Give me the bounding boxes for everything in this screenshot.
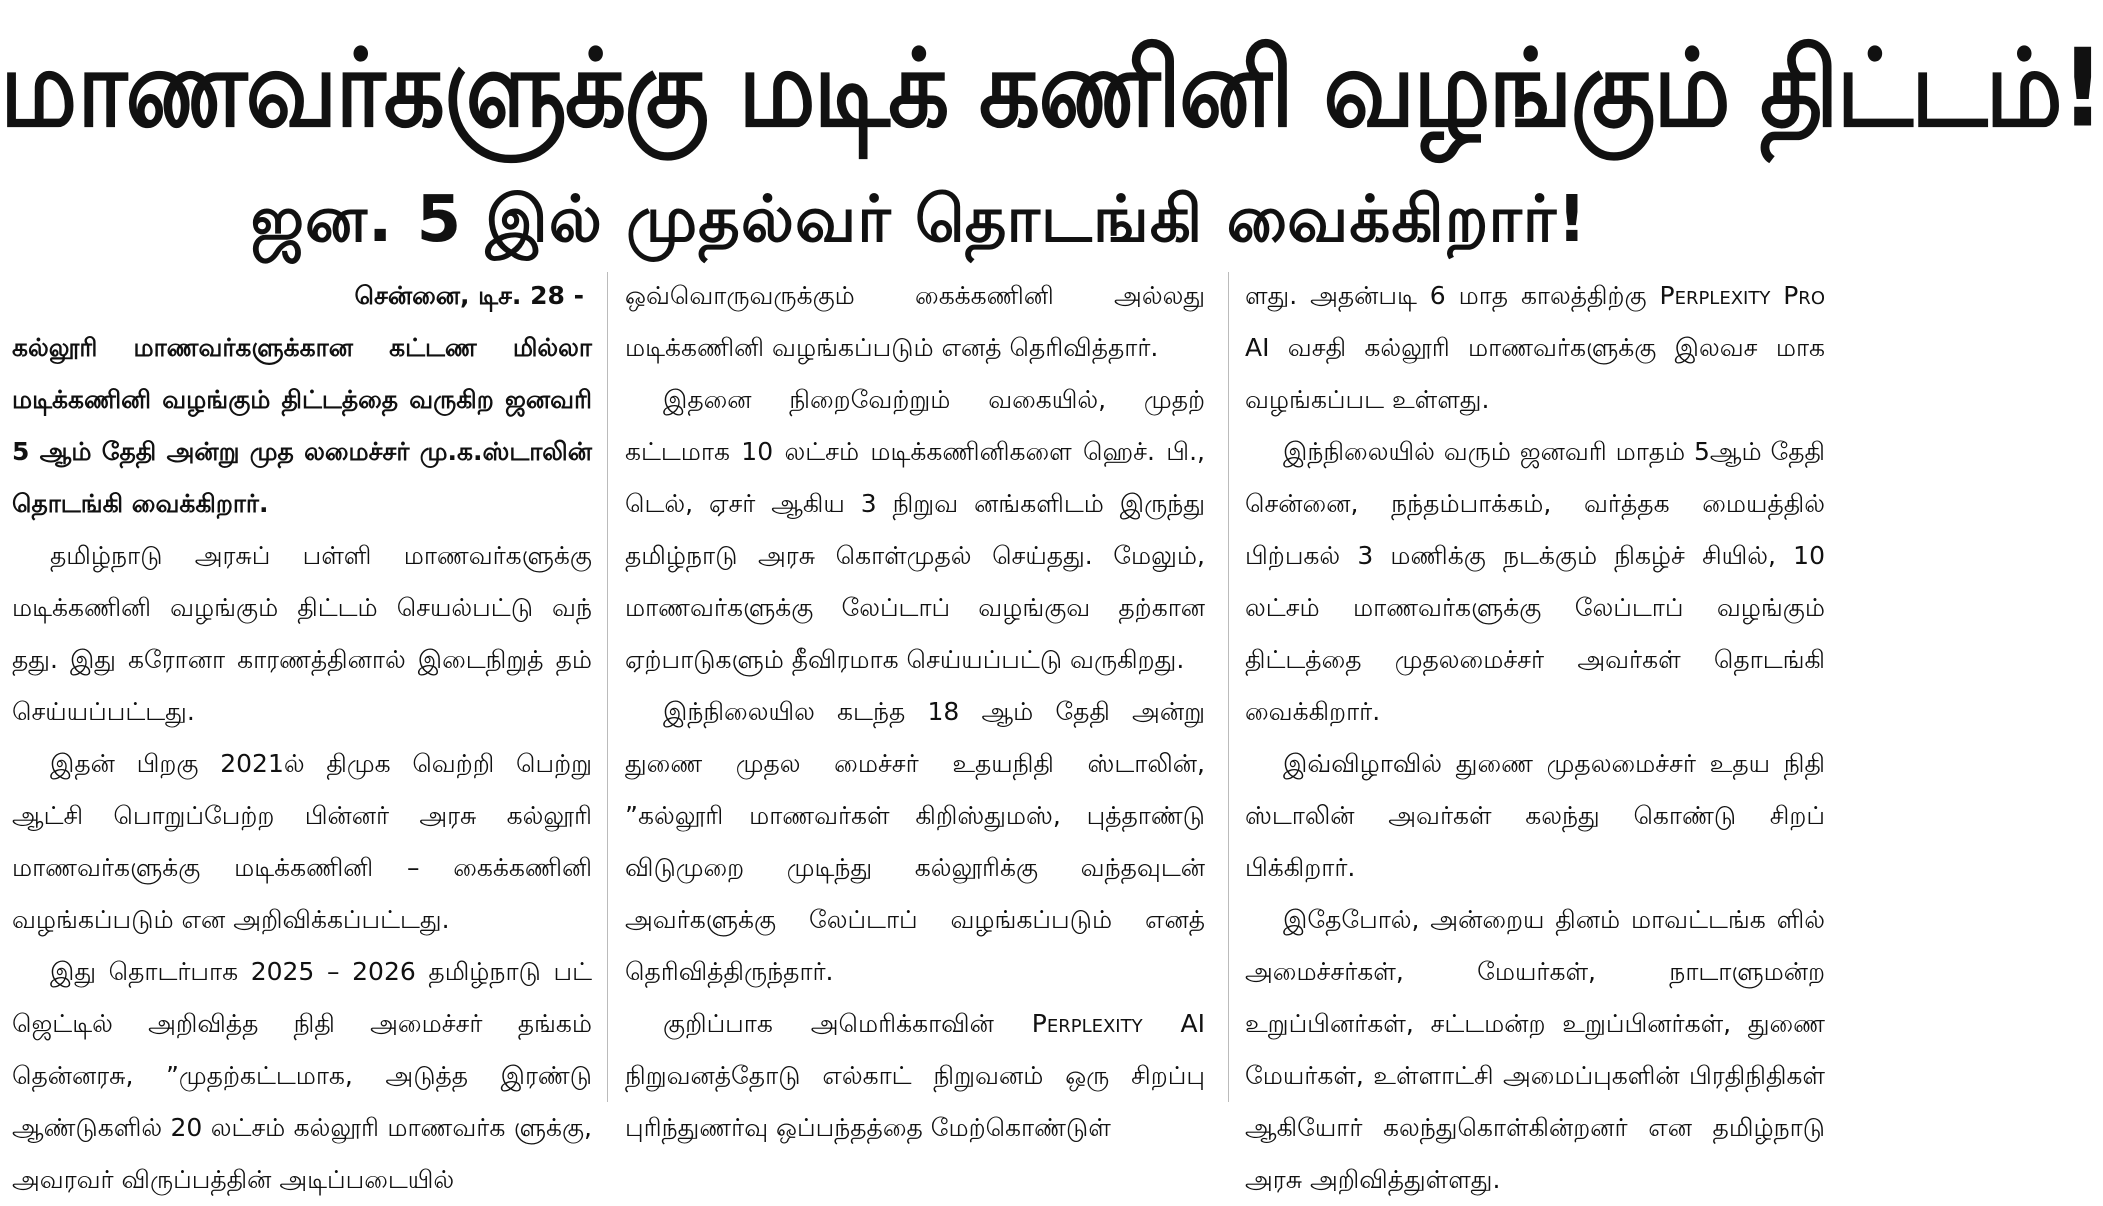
- subheadline: ஜன. 5 இல் முதல்வர் தொடங்கி வைக்கிறார்!: [250, 183, 1588, 257]
- body-paragraph: இவ்விழாவில் துணை முதலமைச்சர் உதய நிதி ஸ்டாலின் அவர்கள் கலந்து கொண்டு சிறப் பிக்கிறார்.: [1245, 749, 1825, 882]
- text-run: வசதி கல்லூரி மாணவர்களுக்கு இலவச மாக வழங்கப்பட உள்ளது.: [1245, 333, 1825, 414]
- body-paragraph: இதன் பிறகு 2021ல் திமுக வெற்றி பெற்று ஆட்சி பொறுப்பேற்ற பின்னர் அரசு கல்லூரி மாணவர்களுக்கு மடிக்கணினி – கைக்கணினி வழங்கப்படும் என அறிவிக்கப்பட்டது.: [12, 749, 592, 934]
- text-run: குறிப்பாக அமெரிக்காவின்: [663, 1009, 1032, 1038]
- brand-name: Perplexity AI: [1031, 1009, 1205, 1038]
- text-run: நிறுவனத்தோடு எல்காட் நிறுவனம் ஒரு சிறப்பு புரிந்துணர்வு ஒப்பந்தத்தை மேற்கொண்டுள்: [625, 1061, 1205, 1142]
- headline: மாணவர்களுக்கு மடிக் கணினி வழங்கும் திட்டம்!: [0, 25, 2103, 152]
- column-divider: [607, 272, 608, 1102]
- brand-name: Perplexity Pro AI: [1245, 281, 1825, 362]
- dateline: சென்னை, டிச. 28 -: [354, 281, 584, 310]
- body-paragraph: இதேபோல், அன்றைய தினம் மாவட்டங்க ளில் அமைச்சர்கள், மேயர்கள், நாடாளுமன்ற உறுப்பினர்கள், சட்டமன்ற உறுப்பினர்கள், துணை மேயர்கள், உள்ளாட்சி அமைப்புகளின் பிரதிநிதிகள் ஆகியோர் கலந்துகொள்கின்றனர் என தமிழ்நாடு அரசு அறிவித்துள்ளது.: [1245, 905, 1825, 1194]
- body-paragraph: இது தொடர்பாக 2025 – 2026 தமிழ்நாடு பட் ஜெட்டில் அறிவித்த நிதி அமைச்சர் தங்கம் தென்னரசு, ”முதற்கட்டமாக, அடுத்த இரண்டு ஆண்டுகளில் 20 லட்சம் கல்லூரி மாணவர்க ளுக்கு, அவரவர் விருப்பத்தின் அடிப்படையில்: [12, 957, 592, 1194]
- body-paragraph-continued: [1245, 270, 1825, 426]
- article-column-1: [12, 270, 592, 1194]
- text-run: ளது. அதன்படி 6 மாத காலத்திற்கு: [1245, 281, 1660, 310]
- article-column-3: [1245, 270, 1825, 1194]
- body-paragraph: இந்நிலையில கடந்த 18 ஆம் தேதி அன்று துணை முதல மைச்சர் உதயநிதி ஸ்டாலின், ”கல்லூரி மாணவர்கள் கிறிஸ்துமஸ், புத்தாண்டு விடுமுறை முடிந்து கல்லூரிக்கு வந்தவுடன் அவர்களுக்கு லேப்டாப் வழங்கப்படும் எனத் தெரிவித்திருந்தார்.: [625, 697, 1205, 986]
- lead-paragraph: கல்லூரி மாணவர்களுக்கான கட்டண மில்லா மடிக்கணினி வழங்கும் திட்டத்தை வருகிற ஜனவரி 5 ஆம் தேதி அன்று முத லமைச்சர் மு.க.ஸ்டாலின் தொடங்கி வைக்கிறார்.: [12, 333, 592, 518]
- column-divider: [1228, 272, 1229, 1102]
- body-paragraph: தமிழ்நாடு அரசுப் பள்ளி மாணவர்களுக்கு மடிக்கணினி வழங்கும் திட்டம் செயல்பட்டு வந் தது. இது கரோனா காரணத்தினால் இடைநிறுத் தம் செய்யப்பட்டது.: [12, 541, 592, 726]
- article-column-2: [625, 270, 1205, 1142]
- body-paragraph: இதனை நிறைவேற்றும் வகையில், முதற் கட்டமாக 10 லட்சம் மடிக்கணினிகளை ஹெச். பி., டெல், ஏசர் ஆகிய 3 நிறுவ னங்களிடம் இருந்து தமிழ்நாடு அரசு கொள்முதல் செய்தது. மேலும், மாணவர்களுக்கு லேப்டாப் வழங்குவ தற்கான ஏற்பாடுகளும் தீவிரமாக செய்யப்பட்டு வருகிறது.: [625, 385, 1205, 674]
- body-paragraph-continued: ஒவ்வொருவருக்கும் கைக்கணினி அல்லது மடிக்கணினி வழங்கப்படும் எனத் தெரிவித்தார்.: [625, 281, 1205, 362]
- body-paragraph: [625, 998, 1205, 1154]
- body-paragraph: இந்நிலையில் வரும் ஜனவரி மாதம் 5ஆம் தேதி சென்னை, நந்தம்பாக்கம், வர்த்தக மையத்தில் பிற்பகல் 3 மணிக்கு நடக்கும் நிகழ்ச் சியில், 10 லட்சம் மாணவர்களுக்கு லேப்டாப் வழங்கும் திட்டத்தை முதலமைச்சர் அவர்கள் தொடங்கி வைக்கிறார்.: [1245, 437, 1825, 726]
